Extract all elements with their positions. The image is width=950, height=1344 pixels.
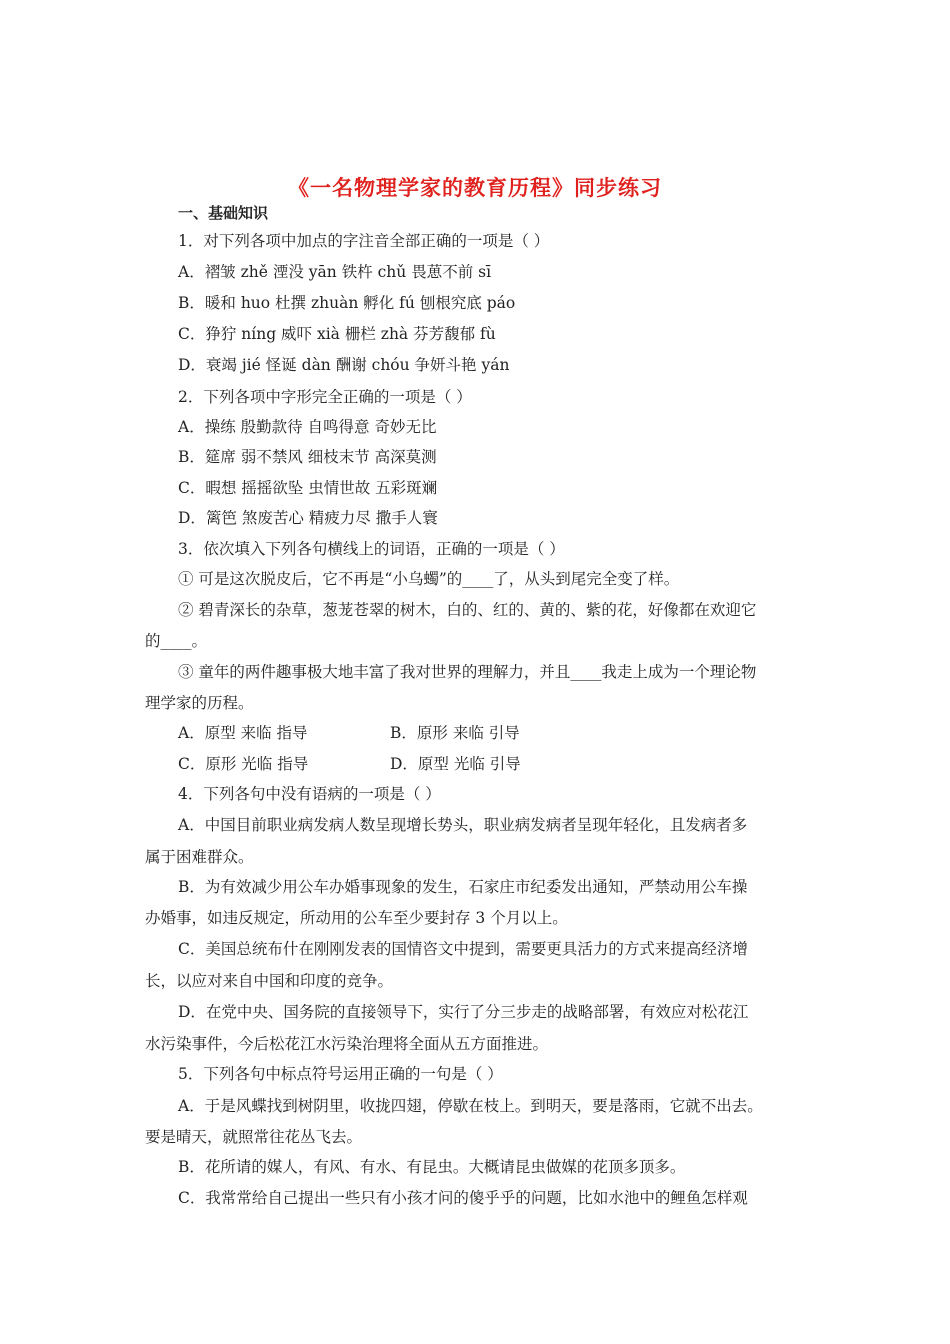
page-title: 《一名物理学家的教育历程》同步练习 (288, 175, 662, 200)
question-1-option-a: A．褶皱 zhě 湮没 yān 铁杵 chǔ 畏葸不前 sī (178, 263, 492, 281)
question-3-option-b: B．原形 来临 引导 (390, 724, 520, 742)
question-5-option-b: B．花所请的媒人，有风、有水、有昆虫。大概请昆虫做媒的花顶多顶多。 (178, 1158, 686, 1176)
question-3-sentence-3: ③ 童年的两件趣事极大地丰富了我对世界的理解力，并且____我走上成为一个理论物 (178, 663, 757, 681)
question-2-option-b: B．筵席 弱不禁风 细枝末节 高深莫测 (178, 448, 437, 466)
question-5-stem: 5．下列各句中标点符号运用正确的一句是（ ） (178, 1065, 503, 1083)
question-5-option-a-cont: 要是晴天，就照常往花丛飞去。 (145, 1128, 363, 1146)
question-4-option-d-cont: 水污染事件，今后松花江水污染治理将全面从五方面推进。 (145, 1035, 549, 1053)
question-1-stem: 1．对下列各项中加点的字注音全部正确的一项是（ ） (178, 232, 550, 250)
question-1-option-d: D．衰竭 jié 怪诞 dàn 酬谢 chóu 争妍斗艳 yán (178, 356, 510, 374)
question-2-option-c: C．暇想 摇摇欲坠 虫情世故 五彩斑斓 (178, 479, 438, 497)
question-1-option-b: B．暖和 huo 杜撰 zhuàn 孵化 fú 刨根究底 páo (178, 294, 516, 312)
question-2-option-a: A．操练 殷勤款待 自鸣得意 奇妙无比 (178, 418, 437, 436)
question-1-option-c: C．狰狞 níng 威吓 xià 栅栏 zhà 芬芳馥郁 fù (178, 325, 496, 343)
question-5-option-a: A．于是风蝶找到树阴里，收拢四翅，停歇在枝上。到明天，要是落雨，它就不出去。 (178, 1097, 763, 1115)
question-5-option-c: C．我常常给自己提出一些只有小孩才问的傻乎乎的问题，比如水池中的鲤鱼怎样观 (178, 1189, 748, 1207)
question-4-option-b-cont: 办婚事，如违反规定，所动用的公车至少要封存 3 个月以上。 (145, 909, 568, 927)
question-4-option-b: B．为有效减少用公车办婚事现象的发生，石家庄市纪委发出通知，严禁动用公车操 (178, 878, 748, 896)
question-4-option-a-cont: 属于困难群众。 (145, 848, 254, 866)
question-3-sentence-1: ① 可是这次脱皮后，它不再是“小乌蠋”的____了，从头到尾完全变了样。 (178, 570, 680, 588)
question-3-sentence-2: ② 碧青深长的杂草，葱茏苍翠的树木，白的、红的、黄的、紫的花，好像都在欢迎它 (178, 601, 757, 619)
question-3-option-d: D．原型 光临 引导 (390, 755, 521, 773)
question-4-option-c: C．美国总统布什在刚刚发表的国情咨文中提到，需要更具活力的方式来提高经济增 (178, 940, 748, 958)
section-heading: 一、基础知识 (178, 204, 269, 222)
question-4-stem: 4．下列各句中没有语病的一项是（ ） (178, 785, 441, 803)
question-3-option-c: C．原形 光临 指导 (178, 755, 309, 773)
question-2-option-d: D．篱笆 煞废苦心 精疲力尽 撒手人寰 (178, 509, 438, 527)
question-3-sentence-2-cont: 的____。 (145, 632, 208, 650)
question-3-option-a: A．原型 来临 指导 (178, 724, 308, 742)
question-3-stem: 3．依次填入下列各句横线上的词语，正确的一项是（ ） (178, 540, 565, 558)
question-4-option-d: D．在党中央、国务院的直接领导下，实行了分三步走的战略部署，有效应对松花江 (178, 1003, 749, 1021)
question-3-sentence-3-cont: 理学家的历程。 (145, 694, 254, 712)
question-4-option-a: A．中国目前职业病发病人数呈现增长势头，职业病发病者呈现年轻化，且发病者多 (178, 816, 748, 834)
question-4-option-c-cont: 长，以应对来自中国和印度的竞争。 (145, 972, 394, 990)
question-2-stem: 2．下列各项中字形完全正确的一项是（ ） (178, 388, 472, 406)
